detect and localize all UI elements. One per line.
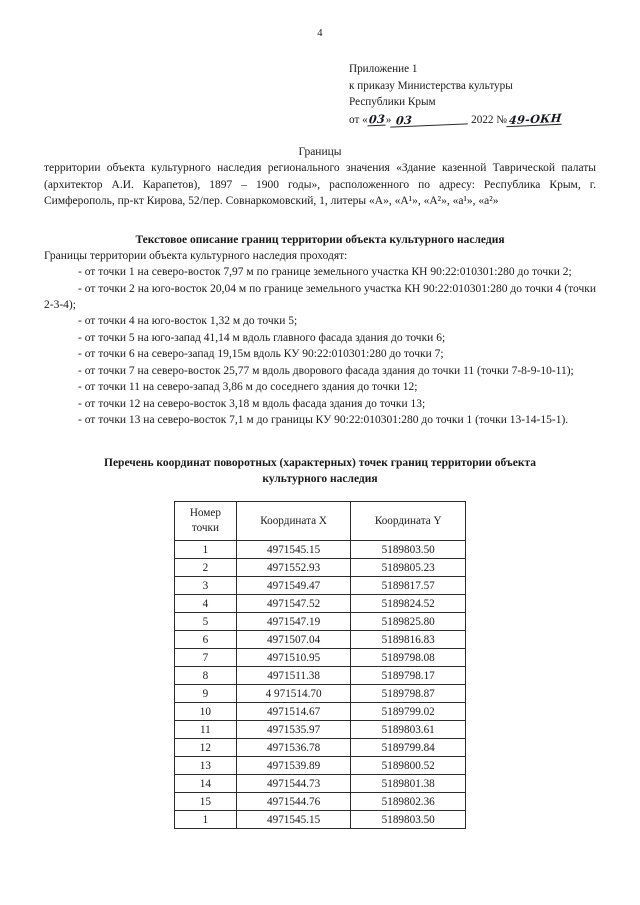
cell-coordinate-y: 5189803.61 (351, 721, 466, 739)
cell-coordinate-x: 4971507.04 (236, 631, 351, 649)
table-row (175, 811, 466, 829)
table-row (175, 613, 466, 631)
cell-coordinate-y: 5189798.08 (351, 649, 466, 667)
boundary-segment-list (44, 264, 596, 428)
handwritten-day: 03 (368, 111, 386, 127)
cell-point-number: 8 (175, 667, 237, 685)
cell-point-number: 9 (175, 685, 237, 703)
cell-point-number: 5 (175, 613, 237, 631)
column-header-point-line-1: Номер (189, 507, 221, 520)
coordinates-heading-line-1: Перечень координат поворотных (характерных) точек границ территории объекта (104, 456, 536, 469)
approval-block (349, 61, 596, 128)
table-row (175, 649, 466, 667)
coordinates-table-wrapper (44, 501, 596, 829)
cell-point-number: 2 (175, 559, 237, 577)
cell-coordinate-x: 4971535.97 (236, 721, 351, 739)
cell-coordinate-y: 5189803.50 (351, 541, 466, 559)
table-row (175, 667, 466, 685)
approval-line-3: Республики Крым (349, 96, 436, 109)
table-row (175, 721, 466, 739)
boundaries-intro: Границы территории объекта культурного наследия проходят: (44, 249, 348, 262)
cell-coordinate-x: 4971539.89 (236, 757, 351, 775)
table-header (175, 502, 466, 541)
cell-point-number: 14 (175, 775, 237, 793)
cell-point-number: 12 (175, 739, 237, 757)
cell-point-number: 6 (175, 631, 237, 649)
list-item: - от точки 2 на юго-восток 20,04 м по границе земельного участка КН 90:22:010301:280 до точки 4 (точки 2-3-4); (44, 282, 596, 312)
list-item: - от точки 11 на северо-запад 3,86 м до соседнего здания до точки 12; (78, 381, 418, 394)
boundaries-description: территории объекта культурного наследия регионального значения «Здание казенной Таврической палаты (архитектор А.И. Карапетов), 1897 – 1900 годы», расположенного по адресу: Республика Крым, г. Симферополь, пр-кт Кирова, 52/пер. Совнаркомовский, 1, литеры «А», «А¹», «А²», «а¹», «а²» (44, 162, 596, 208)
cell-coordinate-x: 4971514.67 (236, 703, 351, 721)
cell-point-number: 13 (175, 757, 237, 775)
coordinates-heading (44, 455, 596, 488)
cell-coordinate-y: 5189803.50 (351, 811, 466, 829)
handwritten-doc-number: 49-ОКН (506, 112, 562, 128)
cell-coordinate-y: 5189798.17 (351, 667, 466, 685)
table-row (175, 559, 466, 577)
cell-point-number: 4 (175, 595, 237, 613)
cell-coordinate-x: 4971536.78 (236, 739, 351, 757)
table-header-row (175, 502, 466, 541)
column-header-coordinate-x: Координата X (236, 502, 351, 541)
cell-coordinate-x: 4 971514.70 (236, 685, 351, 703)
boundaries-title: Границы (298, 146, 342, 159)
cell-coordinate-x: 4971545.15 (236, 541, 351, 559)
cell-coordinate-y: 5189816.83 (351, 631, 466, 649)
cell-point-number: 10 (175, 703, 237, 721)
table-row (175, 595, 466, 613)
column-header-coordinate-y: Координата Y (351, 502, 466, 541)
table-body (175, 541, 466, 829)
approval-line-1: Приложение 1 (349, 63, 418, 75)
approval-date-line (349, 112, 596, 129)
cell-point-number: 11 (175, 721, 237, 739)
cell-coordinate-y: 5189798.87 (351, 685, 466, 703)
approval-year: 2022 (471, 113, 494, 126)
cell-coordinate-x: 4971544.73 (236, 775, 351, 793)
cell-coordinate-x: 4971547.19 (236, 613, 351, 631)
page-number: 4 (317, 28, 323, 39)
table-row (175, 703, 466, 721)
list-item: - от точки 12 на северо-восток 3,18 м вдоль фасада здания до точки 13; (78, 397, 426, 410)
list-item: - от точки 6 на северо-запад 19,15м вдоль КУ 90:22:010301:280 до точки 7; (78, 348, 444, 361)
approval-line-2: к приказу Министерства культуры (349, 79, 513, 92)
cell-coordinate-x: 4971511.38 (236, 667, 351, 685)
text-description-heading: Текстовое описание границ территории объекта культурного наследия (135, 233, 505, 246)
cell-point-number: 3 (175, 577, 237, 595)
cell-coordinate-x: 4971510.95 (236, 649, 351, 667)
cell-coordinate-x: 4971552.93 (236, 559, 351, 577)
cell-coordinate-y: 5189799.84 (351, 739, 466, 757)
cell-coordinate-y: 5189824.52 (351, 595, 466, 613)
date-prefix: от « (349, 113, 368, 126)
cell-coordinate-x: 4971547.52 (236, 595, 351, 613)
list-item: - от точки 1 на северо-восток 7,97 м по границе земельного участка КН 90:22:010301:280 до точки 2; (78, 266, 572, 279)
column-header-point-number (175, 502, 237, 541)
cell-coordinate-y: 5189817.57 (351, 577, 466, 595)
cell-coordinate-y: 5189802.36 (351, 793, 466, 811)
cell-coordinate-x: 4971545.15 (236, 811, 351, 829)
cell-coordinate-y: 5189799.02 (351, 703, 466, 721)
cell-coordinate-y: 5189805.23 (351, 559, 466, 577)
list-item: - от точки 5 на юго-запад 41,14 м вдоль главного фасада здания до точки 6; (78, 331, 446, 344)
cell-point-number: 1 (175, 811, 237, 829)
cell-coordinate-y: 5189801.38 (351, 775, 466, 793)
cell-coordinate-x: 4971544.76 (236, 793, 351, 811)
table-row (175, 541, 466, 559)
coordinates-table (174, 501, 466, 829)
number-label: № (496, 113, 507, 126)
table-row (175, 631, 466, 649)
list-item: - от точки 4 на юго-восток 1,32 м до точки 5; (78, 315, 298, 328)
table-row (175, 577, 466, 595)
list-item: - от точки 7 на северо-восток 25,77 м вдоль дворового фасада здания до точки 11 (точки 7-8-9-10-11); (78, 364, 574, 377)
table-row (175, 739, 466, 757)
cell-point-number: 15 (175, 793, 237, 811)
column-header-point-line-2: точки (191, 522, 219, 535)
handwritten-month: 03 (391, 111, 469, 128)
table-row (175, 685, 466, 703)
table-row (175, 775, 466, 793)
table-row (175, 793, 466, 811)
coordinates-heading-line-2: культурного наследия (262, 472, 378, 485)
cell-coordinate-y: 5189825.80 (351, 613, 466, 631)
cell-coordinate-x: 4971549.47 (236, 577, 351, 595)
list-item: - от точки 13 на северо-восток 7,1 м до границы КУ 90:22:010301:280 до точки 1 (точки 13-14-15-1). (78, 414, 569, 427)
table-row (175, 757, 466, 775)
cell-point-number: 1 (175, 541, 237, 559)
cell-coordinate-y: 5189800.52 (351, 757, 466, 775)
cell-point-number: 7 (175, 649, 237, 667)
quote-close: » (385, 113, 392, 126)
